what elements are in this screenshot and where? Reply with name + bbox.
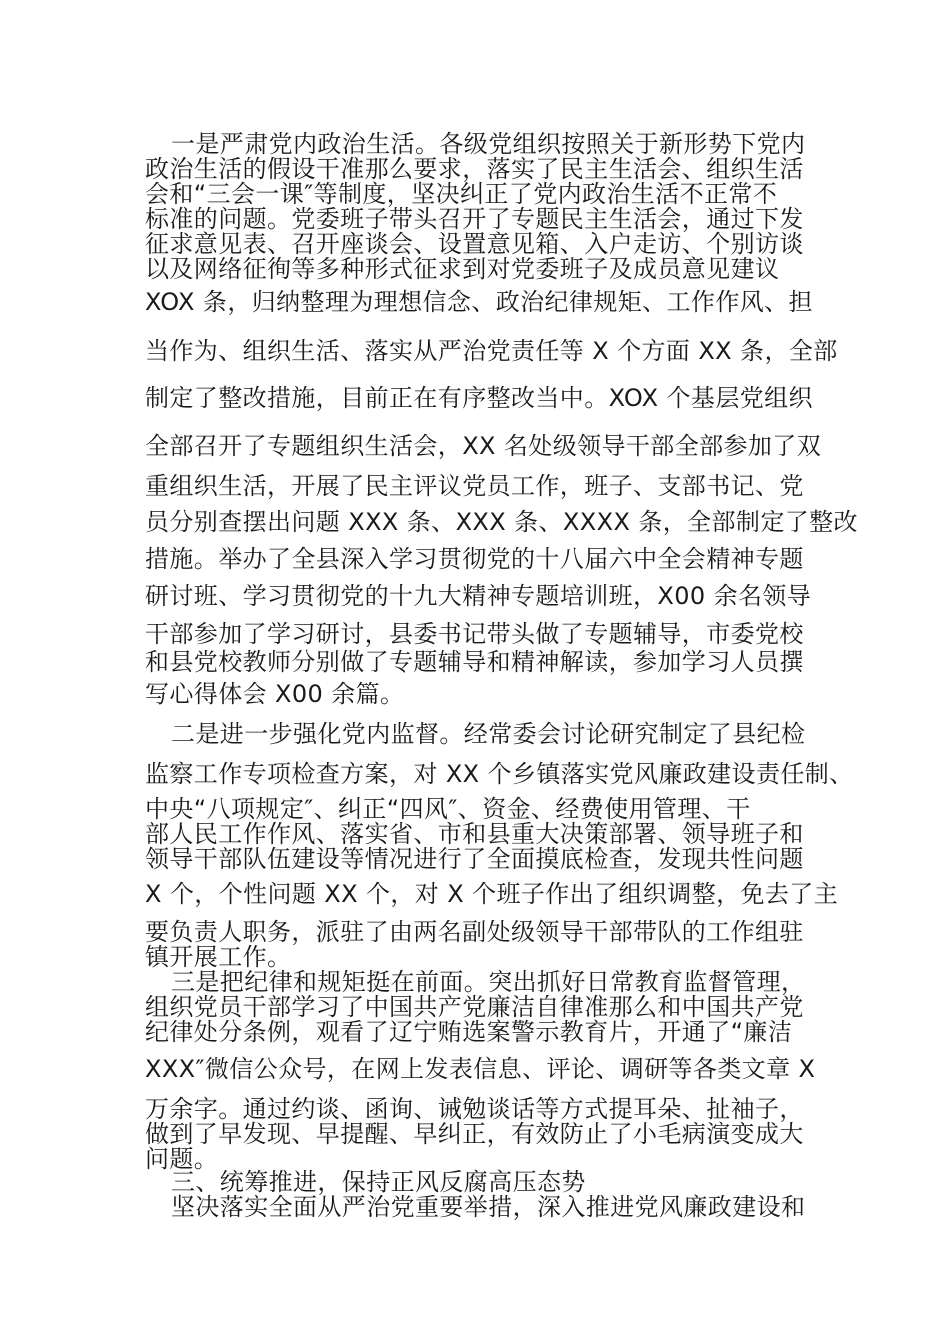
paragraph-1-line-10: 全部召开了专题组织生活会，XX 名处级领导干部全部参加了双 — [145, 432, 822, 460]
paragraph-2-line-2: 监察工作专项检查方案，对 XX 个乡镇落实党风廉政建设责任制、 — [145, 760, 854, 788]
paragraph-1-line-6: 以及网络征徇等多种形式征求到对党委班子及成员意见建议 — [145, 255, 780, 283]
paragraph-3-line-2: 组织党员干部学习了中国共产党廉洁自律准那么和中国共产党 — [145, 993, 804, 1021]
paragraph-1-line-14: 研讨班、学习贯彻党的十九大精神专题培训班，X00 余名领导 — [145, 582, 812, 610]
paragraph-2-line-7: 要负责人职务，派驻了由两名副处级领导干部带队的工作组驻 — [145, 918, 804, 946]
paragraph-3-line-4: XXX″微信公众号，在网上发表信息、评论、调研等各类文章 X — [145, 1055, 816, 1083]
paragraph-1-line-7: XOX 条，归纳整理为理想信念、政治纪律规矩、工作作风、担 — [145, 288, 813, 316]
paragraph-3-line-6: 做到了早发现、早提醒、早纠正，有效防止了小毛病演变成大 — [145, 1120, 804, 1148]
paragraph-1-line-2: 政治生活的假设干准那么要求，落实了民主生活会、组织生活 — [145, 155, 804, 183]
paragraph-3-line-1: 三是把纪律和规矩挺在前面。突出抓好日常教育监督管理， — [171, 968, 806, 996]
paragraph-1-line-12: 员分别查摆出问题 XXX 条、XXX 条、XXXX 条，全部制定了整改 — [145, 508, 858, 536]
paragraph-3-line-7: 问题。 — [145, 1145, 219, 1173]
paragraph-5-line-1: 坚决落实全面从严治党重要举措，深入推进党风廉政建设和 — [171, 1193, 806, 1221]
paragraph-2-line-1: 二是进一步强化党内监督。经常委会讨论研究制定了县纪检 — [171, 720, 806, 748]
paragraph-1-line-4: 标准的问题。党委班子带头召开了专题民主生活会，通过下发 — [145, 205, 804, 233]
paragraph-2-line-4: 部人民工作作风、落实省、市和县重大决策部署、领导班子和 — [145, 820, 804, 848]
paragraph-1-line-8: 当作为、组织生活、落实从严治党责任等 X 个方面 XX 条，全部 — [145, 337, 838, 365]
paragraph-2-line-3: 中央“八项规定″、纠正“四风″、资金、经费使用管理、干 — [145, 795, 751, 823]
paragraph-3-line-3: 纪律处分条例，观看了辽宁贿选案警示教育片，开通了“廉洁 — [145, 1018, 793, 1046]
section-heading: 三、统筹推进，保持正风反腐高压态势 — [171, 1168, 586, 1196]
paragraph-1-line-9: 制定了整改措施，目前正在有序整改当中。XOX 个基层党组织 — [145, 384, 813, 412]
paragraph-1-line-16: 和县党校教师分别做了专题辅导和精神解读，参加学习人员撰 — [145, 648, 804, 676]
paragraph-1-line-3: 会和“三会一课″等制度，坚决纠正了党内政治生活不正常不 — [145, 180, 778, 208]
paragraph-3-line-5: 万余字。通过约谈、函询、诫勉谈话等方式提耳朵、扯袖子， — [145, 1095, 804, 1123]
paragraph-1-line-11: 重组织生活，开展了民主评议党员工作，班子、支部书记、党 — [145, 472, 804, 500]
paragraph-2-line-6: X 个，个性问题 XX 个，对 X 个班子作出了组织调整，免去了主 — [145, 880, 839, 908]
paragraph-1-line-17: 写心得体会 X00 余篇。 — [145, 680, 405, 708]
paragraph-1-line-15: 干部参加了学习研讨，县委书记带头做了专题辅导，市委党校 — [145, 620, 804, 648]
paragraph-2-line-5: 领导干部队伍建设等情况进行了全面摸底检查，发现共性问题 — [145, 845, 804, 873]
paragraph-1-line-1: 一是严肃党内政治生活。各级党组织按照关于新形势下党内 — [171, 130, 806, 158]
paragraph-1-line-5: 征求意见表、召开座谈会、设置意见箱、入户走访、个别访谈 — [145, 230, 804, 258]
paragraph-1-line-13: 措施。举办了全县深入学习贯彻党的十八届六中全会精神专题 — [145, 545, 804, 573]
paragraph-2-line-8: 镇开展工作。 — [145, 943, 292, 971]
